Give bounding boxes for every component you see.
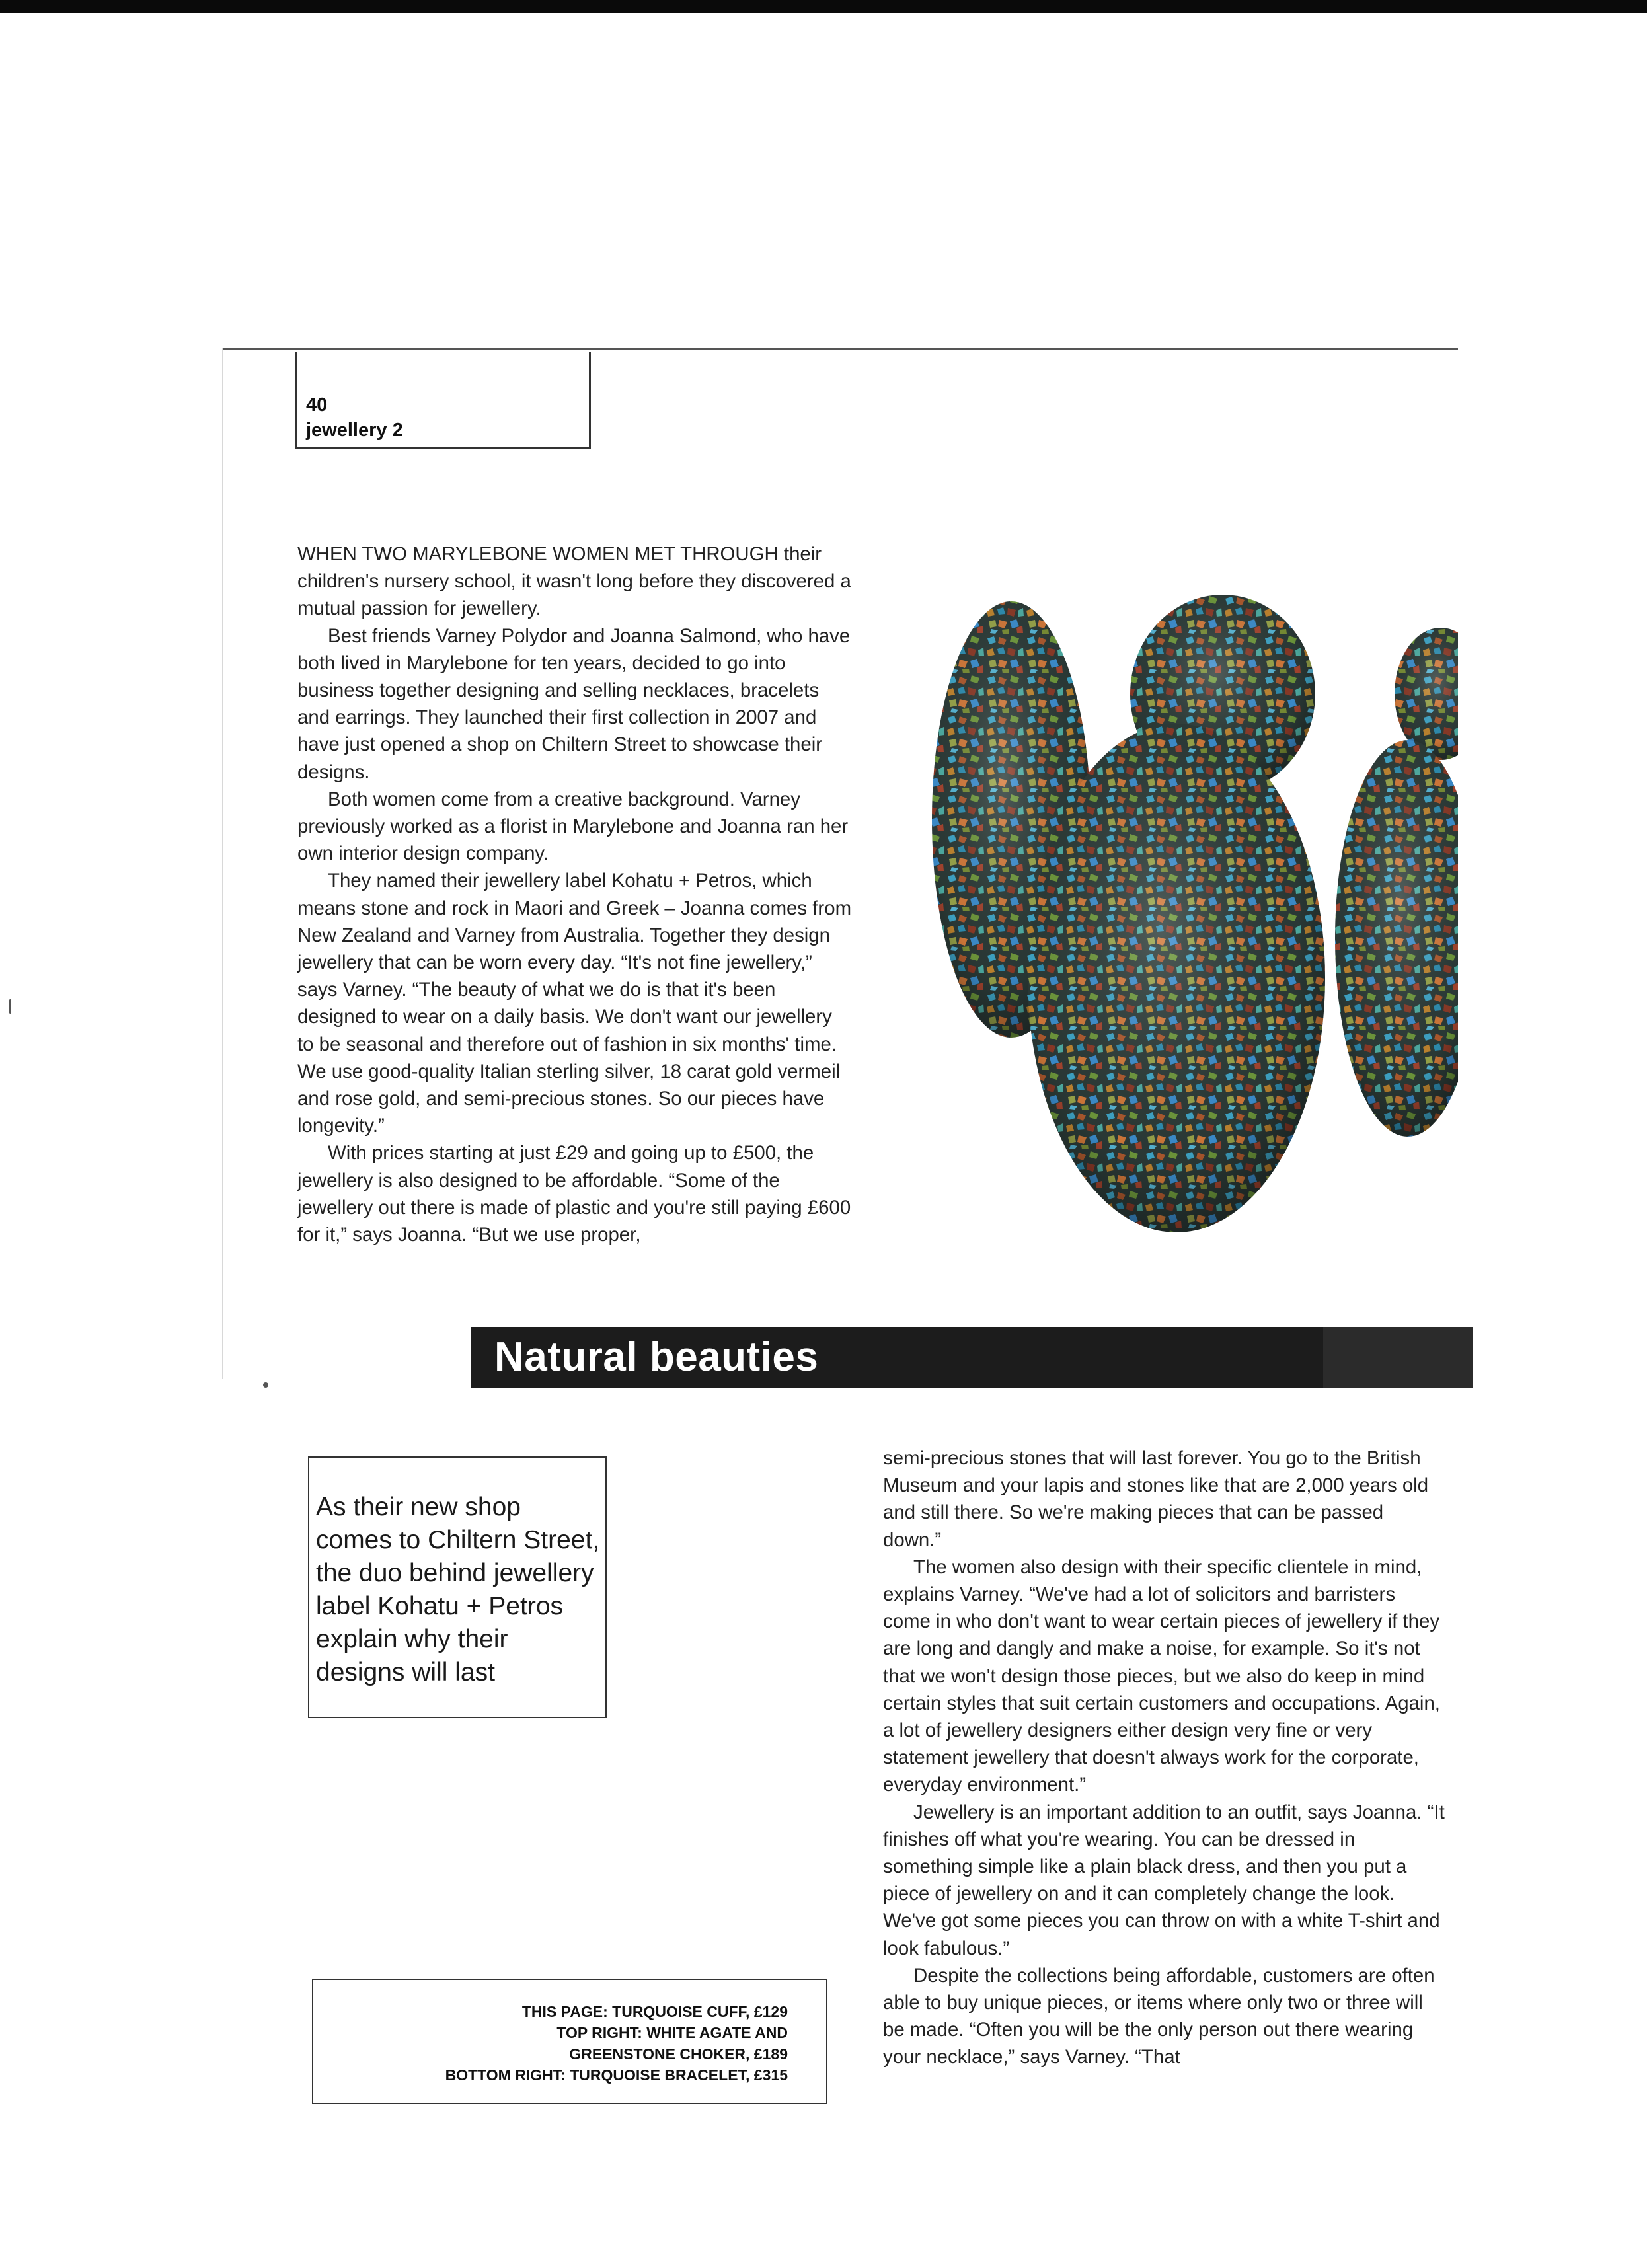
standfirst-box: As their new shop comes to Chiltern Street, the duo behind jewellery label Kohatu + Petros explain why their designs will last — [308, 1456, 607, 1718]
body-paragraph: Best friends Varney Polydor and Joanna Salmond, who have both lived in Marylebone for ten years, decided to go into business together designing and selling necklaces, bracelets and earrings. They launched their first collection in 2007 and have just opened a shop on Chiltern Street to showcase their designs. — [297, 624, 851, 783]
body-paragraph: Jewellery is an important addition to an outfit, says Joanna. “It finishes off what you're wearing. You can be dressed in something simple like a plain black dress, and then you put a piece of jewellery on and it can completely change the look. We've got some pieces you can throw on with a white T-shirt and look fabulous.” — [883, 1801, 1445, 1959]
scan-speck — [263, 1382, 268, 1388]
body-paragraph: Both women come from a creative background. Varney previously worked as a florist in Marylebone and Joanna ran her own interior design company. — [297, 788, 849, 865]
body-paragraph: They named their jewellery label Kohatu + Petros, which means stone and rock in Maori and Greek – Joanna comes from New Zealand and Varney from Australia. Together they design jewellery that can be worn every day. “It's not fine jewellery,” says Varney. “The beauty of what we do is that it's been designed to wear on a daily basis. We don't want our jewellery to be seasonal and therefore out of fashion in six months' time. We use good-quality Italian sterling silver, 18 carat gold vermeil and rose gold, and semi-precious stones. So our pieces have longevity.” — [297, 870, 852, 1137]
body-column-left — [297, 541, 853, 1248]
scan-top-edge — [0, 0, 1647, 13]
body-paragraph: With prices starting at just £29 and going up to £500, the jewellery is also designed to be affordable. “Some of the jewellery out there is made of plastic and you're still paying £600 for it,” says Joanna. “But we use proper, — [297, 1142, 851, 1246]
body-paragraph: The women also design with their specific clientele in mind, explains Varney. “We've had a lot of solicitors and barristers come in who don't want to wear certain pieces of jewellery if they are long and dangly and make a noise, for example. So it's not that we won't design those pieces, but we also do keep in mind certain styles that suit certain customers and occupations. Again, a lot of jewellery designers either design very fine or very statement jewellery that doesn't always work for the corporate, everyday environment.” — [883, 1556, 1440, 1796]
body-paragraph: semi-precious stones that will last forever. You go to the British Museum and your lapis and stones like that are 2,000 years old and still there. So we're making pieces that can be passed down.” — [883, 1447, 1429, 1551]
folio-box — [295, 352, 591, 449]
headline: Natural beauties — [494, 1334, 819, 1380]
scan-speck — [9, 999, 11, 1014]
body-column-right — [883, 1445, 1445, 2071]
page-left-edge — [222, 348, 223, 1379]
body-paragraph: WHEN TWO MARYLEBONE WOMEN MET THROUGH their children's nursery school, it wasn't long before they discovered a mutual passion for jewellery. — [297, 543, 851, 620]
caption-line: THIS PAGE: TURQUOISE CUFF, £129 — [521, 2003, 788, 2020]
body-paragraph: Despite the collections being affordable, customers are often able to buy unique pieces, or items where only two or three will be made. “Often you will be the only person out there wearing your necklace,” says Varney. “That — [883, 1964, 1435, 2068]
caption-line: GREENSTONE CHOKER, £189 — [569, 2045, 788, 2062]
page-number: 40 — [306, 395, 328, 416]
caption-line: TOP RIGHT: WHITE AGATE AND — [556, 2024, 788, 2041]
photo-caption-box — [312, 1979, 827, 2104]
page-top-rule — [222, 348, 1458, 350]
turquoise-cuff-photo — [905, 595, 1458, 1249]
banner-grey-block — [1323, 1327, 1473, 1388]
caption-line: BOTTOM RIGHT: TURQUOISE BRACELET, £315 — [445, 2066, 788, 2084]
section-label: jewellery 2 — [306, 420, 403, 441]
